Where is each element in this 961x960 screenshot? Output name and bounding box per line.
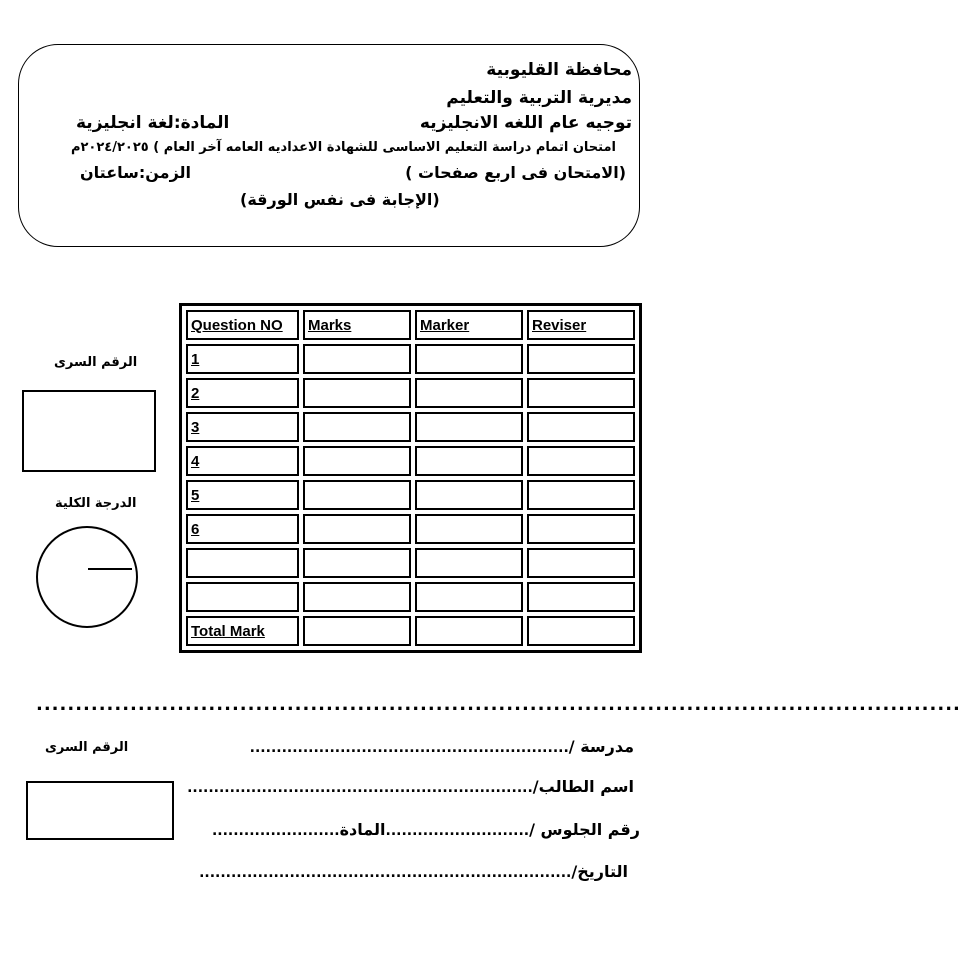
- time-note: الزمن:ساعتان: [80, 163, 192, 182]
- header-question-no: Question NO: [186, 310, 299, 340]
- question-number: [186, 582, 299, 612]
- directorate-title: مديرية التربية والتعليم: [446, 88, 632, 108]
- school-label: مدرسة /: [568, 737, 634, 756]
- marks-cell: [303, 344, 411, 374]
- cut-separator: ......................................................................................................................: [36, 694, 961, 715]
- date-dots: ......................................................................: [199, 865, 572, 881]
- marker-cell: [415, 616, 523, 646]
- header-marker: Marker: [415, 310, 523, 340]
- date-label: التاريخ/: [571, 862, 628, 881]
- marks-cell: [303, 514, 411, 544]
- governorate-title: محافظة القليوبية: [486, 60, 632, 80]
- marker-cell: [415, 378, 523, 408]
- table-header-row: [186, 310, 635, 340]
- total-grade-circle: [36, 526, 138, 628]
- marks-cell: [303, 582, 411, 612]
- question-number: 6: [186, 514, 299, 544]
- table-row: [186, 378, 635, 408]
- reviser-cell: [527, 412, 635, 442]
- question-number: 5: [186, 480, 299, 510]
- pages-note: (الامتحان فى اربع صفحات ): [405, 163, 626, 182]
- reviser-cell: [527, 446, 635, 476]
- subject-dots: ........................: [211, 823, 340, 839]
- reviser-cell: [527, 480, 635, 510]
- footer-secret-number-label: الرقم السرى: [45, 740, 129, 755]
- school-field[interactable]: [250, 737, 634, 756]
- marks-cell: [303, 446, 411, 476]
- total-grade-line: [88, 568, 132, 570]
- seat-dots: ...........................: [385, 823, 530, 839]
- marks-cell: [303, 412, 411, 442]
- reviser-cell: [527, 344, 635, 374]
- question-number: 3: [186, 412, 299, 442]
- marks-cell: [303, 616, 411, 646]
- marker-cell: [415, 344, 523, 374]
- question-number: 4: [186, 446, 299, 476]
- question-number: 1: [186, 344, 299, 374]
- marks-cell: [303, 378, 411, 408]
- header-reviser: Reviser: [527, 310, 635, 340]
- total-grade-label: الدرجة الكلية: [55, 496, 137, 511]
- total-mark-label: Total Mark: [186, 616, 299, 646]
- answer-note: (الإجابة فى نفس الورقة): [240, 190, 440, 209]
- table-row: [186, 514, 635, 544]
- marker-cell: [415, 446, 523, 476]
- reviser-cell: [527, 514, 635, 544]
- question-number: 2: [186, 378, 299, 408]
- table-total-row: [186, 616, 635, 646]
- secret-number-label: الرقم السرى: [54, 355, 138, 370]
- table-row: [186, 548, 635, 578]
- school-dots: ............................................................: [249, 740, 569, 756]
- reviser-cell: [527, 582, 635, 612]
- header-marks: Marks: [303, 310, 411, 340]
- student-label: اسم الطالب/: [532, 777, 634, 796]
- table-row: [186, 480, 635, 510]
- table-row: [186, 446, 635, 476]
- marker-cell: [415, 412, 523, 442]
- student-name-field[interactable]: [187, 777, 634, 796]
- question-number: [186, 548, 299, 578]
- reviser-cell: [527, 548, 635, 578]
- marks-cell: [303, 548, 411, 578]
- footer-secret-number-box: [26, 781, 174, 840]
- subject-title: المادة:لغة انجليزية: [76, 113, 230, 133]
- marker-cell: [415, 480, 523, 510]
- seat-number-field[interactable]: [212, 820, 640, 839]
- subject-label: المادة: [339, 820, 386, 839]
- table-row: [186, 412, 635, 442]
- reviser-cell: [527, 616, 635, 646]
- student-dots: .................................................................: [187, 780, 533, 796]
- marks-cell: [303, 480, 411, 510]
- marker-cell: [415, 514, 523, 544]
- secret-number-box: [22, 390, 156, 472]
- exam-title: امتحان اتمام دراسة التعليم الاساسى للشهادة الاعداديه العامه آخر العام ) ٢٠٢٤/٢٠٢٥م: [70, 140, 616, 155]
- table-row: [186, 582, 635, 612]
- marks-table: [179, 303, 642, 653]
- supervision-title: توجيه عام اللغه الانجليزيه: [419, 113, 632, 133]
- reviser-cell: [527, 378, 635, 408]
- marker-cell: [415, 548, 523, 578]
- seat-label: رقم الجلوس /: [529, 820, 640, 839]
- table-row: [186, 344, 635, 374]
- marker-cell: [415, 582, 523, 612]
- date-field[interactable]: [199, 862, 628, 881]
